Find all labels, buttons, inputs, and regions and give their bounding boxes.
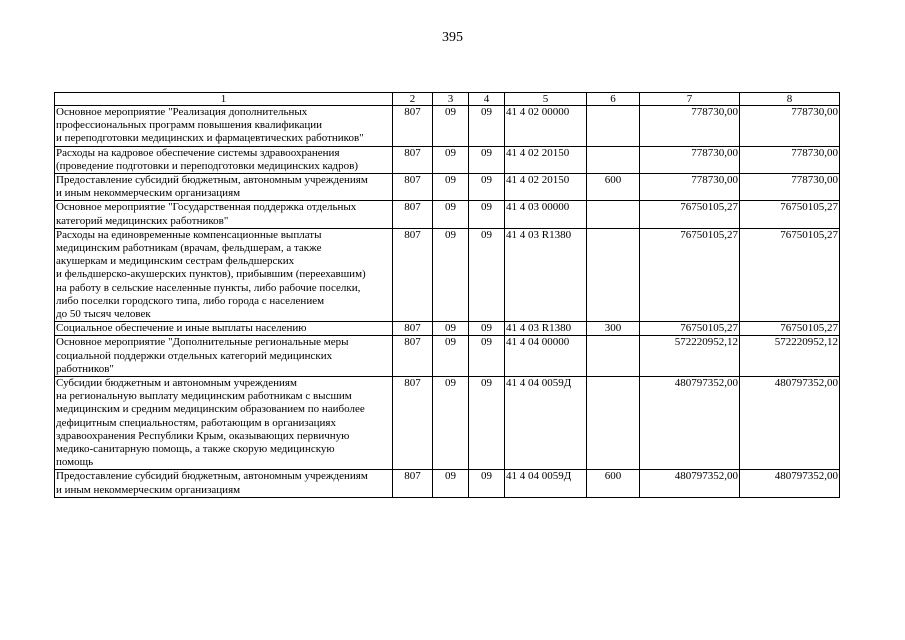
col4-cell: 09 bbox=[469, 146, 505, 173]
col3-cell: 09 bbox=[433, 106, 469, 147]
page-number: 395 bbox=[442, 30, 463, 45]
classifier-code-cell: 41 4 03 00000 bbox=[505, 201, 587, 228]
table-row bbox=[55, 106, 840, 147]
col2-cell: 807 bbox=[393, 174, 433, 201]
amount-col7-cell: 572220952,12 bbox=[640, 336, 740, 377]
table-header-row bbox=[55, 93, 840, 106]
col6-cell bbox=[587, 201, 640, 228]
col3-cell: 09 bbox=[433, 377, 469, 470]
col4-cell: 09 bbox=[469, 201, 505, 228]
amount-col8-cell: 76750105,27 bbox=[740, 228, 840, 321]
amount-col8-cell: 778730,00 bbox=[740, 106, 840, 147]
table-row bbox=[55, 228, 840, 321]
header-col-2: 2 bbox=[393, 93, 433, 106]
amount-col8-cell: 76750105,27 bbox=[740, 201, 840, 228]
col3-cell: 09 bbox=[433, 228, 469, 321]
header-col-1: 1 bbox=[55, 93, 393, 106]
classifier-code-cell: 41 4 04 00000 bbox=[505, 336, 587, 377]
amount-col8-cell: 480797352,00 bbox=[740, 377, 840, 470]
col3-cell: 09 bbox=[433, 322, 469, 336]
amount-col7-cell: 76750105,27 bbox=[640, 201, 740, 228]
col6-cell: 300 bbox=[587, 322, 640, 336]
amount-col8-cell: 76750105,27 bbox=[740, 322, 840, 336]
col6-cell bbox=[587, 377, 640, 470]
name-cell: Основное мероприятие "Дополнительные региональные меры социальной поддержки отдельных категорий медицинских работников" bbox=[55, 336, 393, 377]
col2-cell: 807 bbox=[393, 336, 433, 377]
table-row bbox=[55, 470, 840, 497]
col6-cell bbox=[587, 336, 640, 377]
header-col-5: 5 bbox=[505, 93, 587, 106]
col4-cell: 09 bbox=[469, 174, 505, 201]
col3-cell: 09 bbox=[433, 174, 469, 201]
budget-table bbox=[54, 92, 840, 498]
col3-cell: 09 bbox=[433, 336, 469, 377]
col4-cell: 09 bbox=[469, 336, 505, 377]
col2-cell: 807 bbox=[393, 146, 433, 173]
amount-col7-cell: 480797352,00 bbox=[640, 470, 740, 497]
table-row bbox=[55, 174, 840, 201]
col3-cell: 09 bbox=[433, 146, 469, 173]
table-row bbox=[55, 377, 840, 470]
amount-col7-cell: 778730,00 bbox=[640, 174, 740, 201]
col2-cell: 807 bbox=[393, 106, 433, 147]
header-col-8: 8 bbox=[740, 93, 840, 106]
classifier-code-cell: 41 4 04 0059Д bbox=[505, 377, 587, 470]
amount-col7-cell: 76750105,27 bbox=[640, 322, 740, 336]
classifier-code-cell: 41 4 02 00000 bbox=[505, 106, 587, 147]
col4-cell: 09 bbox=[469, 470, 505, 497]
amount-col7-cell: 480797352,00 bbox=[640, 377, 740, 470]
amount-col7-cell: 778730,00 bbox=[640, 146, 740, 173]
classifier-code-cell: 41 4 02 20150 bbox=[505, 146, 587, 173]
col4-cell: 09 bbox=[469, 322, 505, 336]
header-col-3: 3 bbox=[433, 93, 469, 106]
table-row bbox=[55, 201, 840, 228]
amount-col8-cell: 778730,00 bbox=[740, 174, 840, 201]
col2-cell: 807 bbox=[393, 201, 433, 228]
col3-cell: 09 bbox=[433, 470, 469, 497]
col2-cell: 807 bbox=[393, 228, 433, 321]
col3-cell: 09 bbox=[433, 201, 469, 228]
amount-col8-cell: 480797352,00 bbox=[740, 470, 840, 497]
col6-cell bbox=[587, 106, 640, 147]
table-body bbox=[55, 106, 840, 498]
col4-cell: 09 bbox=[469, 106, 505, 147]
name-cell: Социальное обеспечение и иные выплаты населению bbox=[55, 322, 393, 336]
name-cell: Предоставление субсидий бюджетным, автономным учреждениям и иным некоммерческим организациям bbox=[55, 470, 393, 497]
col4-cell: 09 bbox=[469, 228, 505, 321]
col6-cell: 600 bbox=[587, 470, 640, 497]
amount-col7-cell: 76750105,27 bbox=[640, 228, 740, 321]
name-cell: Субсидии бюджетным и автономным учреждениям на региональную выплату медицинским работникам с высшим медицинским и средним медицинским образованием по наиболее дефицитным специальностям, работающим в организациях здравоохранения Республики Крым, оказывающих первичную медико-санитарную помощь, а также скорую медицинскую помощь bbox=[55, 377, 393, 470]
header-col-7: 7 bbox=[640, 93, 740, 106]
classifier-code-cell: 41 4 03 R1380 bbox=[505, 228, 587, 321]
table-row bbox=[55, 322, 840, 336]
table-row bbox=[55, 336, 840, 377]
amount-col8-cell: 778730,00 bbox=[740, 146, 840, 173]
classifier-code-cell: 41 4 02 20150 bbox=[505, 174, 587, 201]
col2-cell: 807 bbox=[393, 322, 433, 336]
col2-cell: 807 bbox=[393, 470, 433, 497]
header-col-4: 4 bbox=[469, 93, 505, 106]
col6-cell bbox=[587, 146, 640, 173]
table-row bbox=[55, 146, 840, 173]
classifier-code-cell: 41 4 04 0059Д bbox=[505, 470, 587, 497]
col2-cell: 807 bbox=[393, 377, 433, 470]
name-cell: Основное мероприятие "Государственная поддержка отдельных категорий медицинских работников" bbox=[55, 201, 393, 228]
header-col-6: 6 bbox=[587, 93, 640, 106]
amount-col7-cell: 778730,00 bbox=[640, 106, 740, 147]
name-cell: Основное мероприятие "Реализация дополнительных профессиональных программ повышения квалификации и переподготовки медицинских и фармацевтических работников" bbox=[55, 106, 393, 147]
name-cell: Расходы на единовременные компенсационные выплаты медицинским работникам (врачам, фельдшерам, а также акушеркам и медицинским сестрам фельдшерских и фельдшерско-акушерских пунктов), прибывшим (переехавшим) на работу в сельские населенные пункты, либо рабочие поселки, либо поселки городского типа, либо города с населением до 50 тысяч человек bbox=[55, 228, 393, 321]
name-cell: Расходы на кадровое обеспечение системы здравоохранения (проведение подготовки и переподготовки медицинских кадров) bbox=[55, 146, 393, 173]
classifier-code-cell: 41 4 03 R1380 bbox=[505, 322, 587, 336]
col4-cell: 09 bbox=[469, 377, 505, 470]
name-cell: Предоставление субсидий бюджетным, автономным учреждениям и иным некоммерческим организациям bbox=[55, 174, 393, 201]
col6-cell: 600 bbox=[587, 174, 640, 201]
col6-cell bbox=[587, 228, 640, 321]
amount-col8-cell: 572220952,12 bbox=[740, 336, 840, 377]
